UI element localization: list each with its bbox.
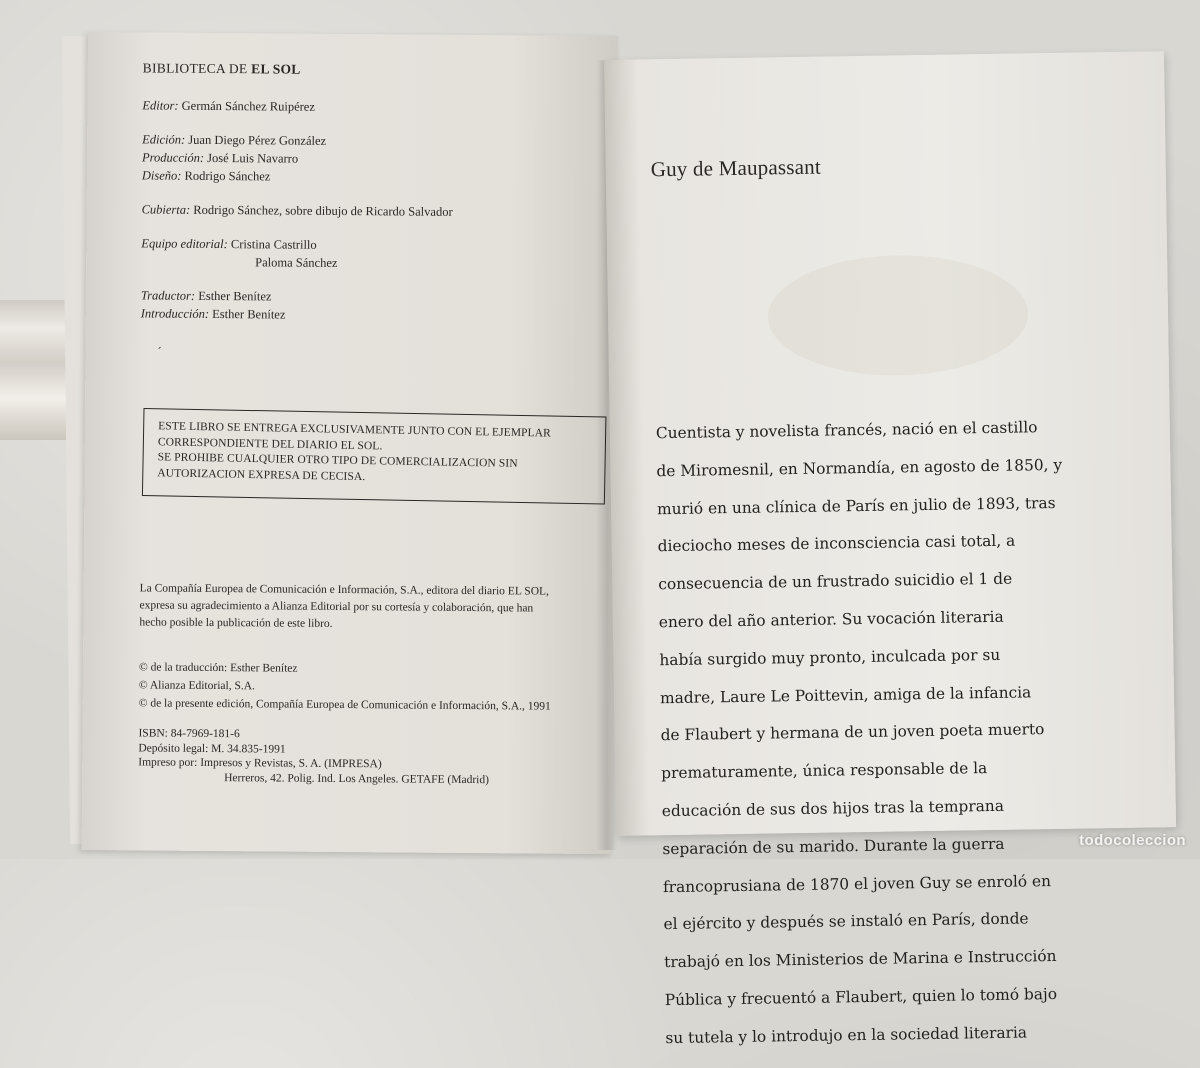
bio-line: prematuramente, única responsable de la	[661, 759, 988, 783]
credit-name: Juan Diego Pérez González	[188, 132, 327, 148]
bio-line: había surgido muy pronto, inculcada por su	[659, 645, 1001, 669]
bio-line: su tutela y lo introdujo en la sociedad literaria	[665, 1023, 1028, 1048]
bio-line: dieciocho meses de inconsciencia casi total, a	[657, 531, 1016, 556]
credit-name: Rodrigo Sánchez, sobre dibujo de Ricardo Salvador	[193, 202, 453, 219]
credit-name: Esther Benítez	[198, 288, 272, 304]
credit-name: Rodrigo Sánchez	[184, 168, 271, 184]
series-title	[143, 60, 301, 77]
credit-role: Producción:	[141, 150, 205, 165]
credit-role: Cubierta:	[141, 202, 191, 217]
credit-name: Cristina Castrillo	[230, 237, 317, 252]
printer-address: Herreros, 42. Polig. Ind. Los Angeles. GETAFE (Madrid)	[224, 771, 490, 786]
credits-list	[141, 96, 583, 325]
credit-role: Introducción:	[140, 306, 210, 321]
credit-equipo-2	[141, 252, 581, 273]
bio-line: el ejército y después se instaló en París, donde	[663, 909, 1029, 934]
bio-line: enero del año anterior. Su vocación literaria	[658, 607, 1004, 632]
copyright-line: © de la traducción: Esther Benítez	[138, 661, 298, 675]
copyright-block	[139, 658, 609, 716]
credit-name: Paloma Sánchez	[255, 255, 338, 270]
notice-line: AUTORIZACION EXPRESA DE CECISA.	[157, 466, 366, 483]
biography-text	[655, 398, 1117, 1067]
bio-line: Cuentista y novelista francés, nació en el castillo	[655, 418, 1038, 443]
series-bold-text: EL SOL	[251, 61, 301, 77]
bio-line: murió en una clínica de París en julio de 1893, tras	[656, 493, 1056, 518]
bio-line: educación de sus dos hijos tras la temprana	[661, 796, 1005, 821]
printer: Impreso por: Impresos y Revistas, S. A. (IMPRESA)	[138, 756, 382, 771]
left-page	[82, 32, 618, 854]
series-text: BIBLIOTECA DE	[142, 60, 248, 77]
credit-role: Edición:	[142, 132, 186, 147]
credit-diseno	[142, 166, 582, 187]
bio-line: separación de su marido. Durante la guerra	[662, 834, 1005, 859]
notice-line: ESTE LIBRO SE ENTREGA EXCLUSIVAMENTE JUNTO CON EL EJEMPLAR	[158, 420, 551, 440]
bio-line: madre, Laure Le Poittevin, amiga de la infancia	[659, 682, 1032, 707]
deposito-legal: Depósito legal: M. 34.835-1991	[138, 741, 286, 756]
paper-wave	[767, 253, 1029, 377]
author-name: Guy de Maupassant	[650, 154, 822, 182]
notice-line: SE PROHIBE CUALQUIER OTRO TIPO DE COMERCIALIZACION SIN	[157, 451, 518, 470]
bio-line: de Miromesnil, en Normandía, en agosto de 1850, y	[656, 455, 1063, 480]
credit-role: Editor:	[142, 98, 179, 113]
ink-mark: ´	[157, 344, 162, 359]
copyright-line: © Alianza Editorial, S.A.	[138, 679, 255, 693]
bio-line: consecuencia de un frustrado suicidio el 1 de	[658, 569, 1013, 594]
credit-name: Germán Sánchez Ruipérez	[181, 98, 315, 114]
notice-line: CORRESPONDIENTE DEL DIARIO EL SOL.	[157, 435, 383, 452]
credit-editor	[142, 96, 582, 117]
bio-line: francoprusiana de 1870 el joven Guy se enroló en	[662, 871, 1052, 896]
credit-name: José Luis Navarro	[207, 150, 299, 166]
thanks-line: hecho posible la publicación de este libro.	[139, 616, 333, 630]
credit-name: Esther Benítez	[212, 306, 286, 322]
credit-role: Equipo editorial:	[141, 236, 228, 252]
credit-cubierta	[142, 200, 582, 221]
imprint-block	[138, 726, 608, 788]
copyright-line: © de la presente edición, Compañía Europea de Comunicación e Información, S.A., 1991	[138, 697, 551, 713]
bio-line: trabajó en los Ministerios de Marina e Instrucción	[664, 947, 1057, 972]
isbn: ISBN: 84-7969-181-6	[138, 727, 240, 741]
thanks-line: expresa su agradecimiento a Alianza Editorial por su cortesía y colaboración, que han	[139, 599, 534, 615]
watermark-logo: todocoleccion	[1079, 832, 1186, 849]
credit-role: Diseño:	[141, 168, 182, 183]
credit-role: Traductor:	[140, 288, 196, 303]
credit-introduccion	[141, 304, 581, 325]
thanks-line: La Compañía Europea de Comunicación e Información, S.A., editora del diario EL SOL,	[139, 582, 549, 598]
thanks-paragraph	[139, 580, 609, 635]
bio-line: de Flaubert y hermana de un joven poeta muerto	[660, 720, 1045, 745]
bio-line: Pública y frecuentó a Flaubert, quien lo tomó bajo	[664, 985, 1058, 1010]
notice-box	[142, 408, 607, 504]
